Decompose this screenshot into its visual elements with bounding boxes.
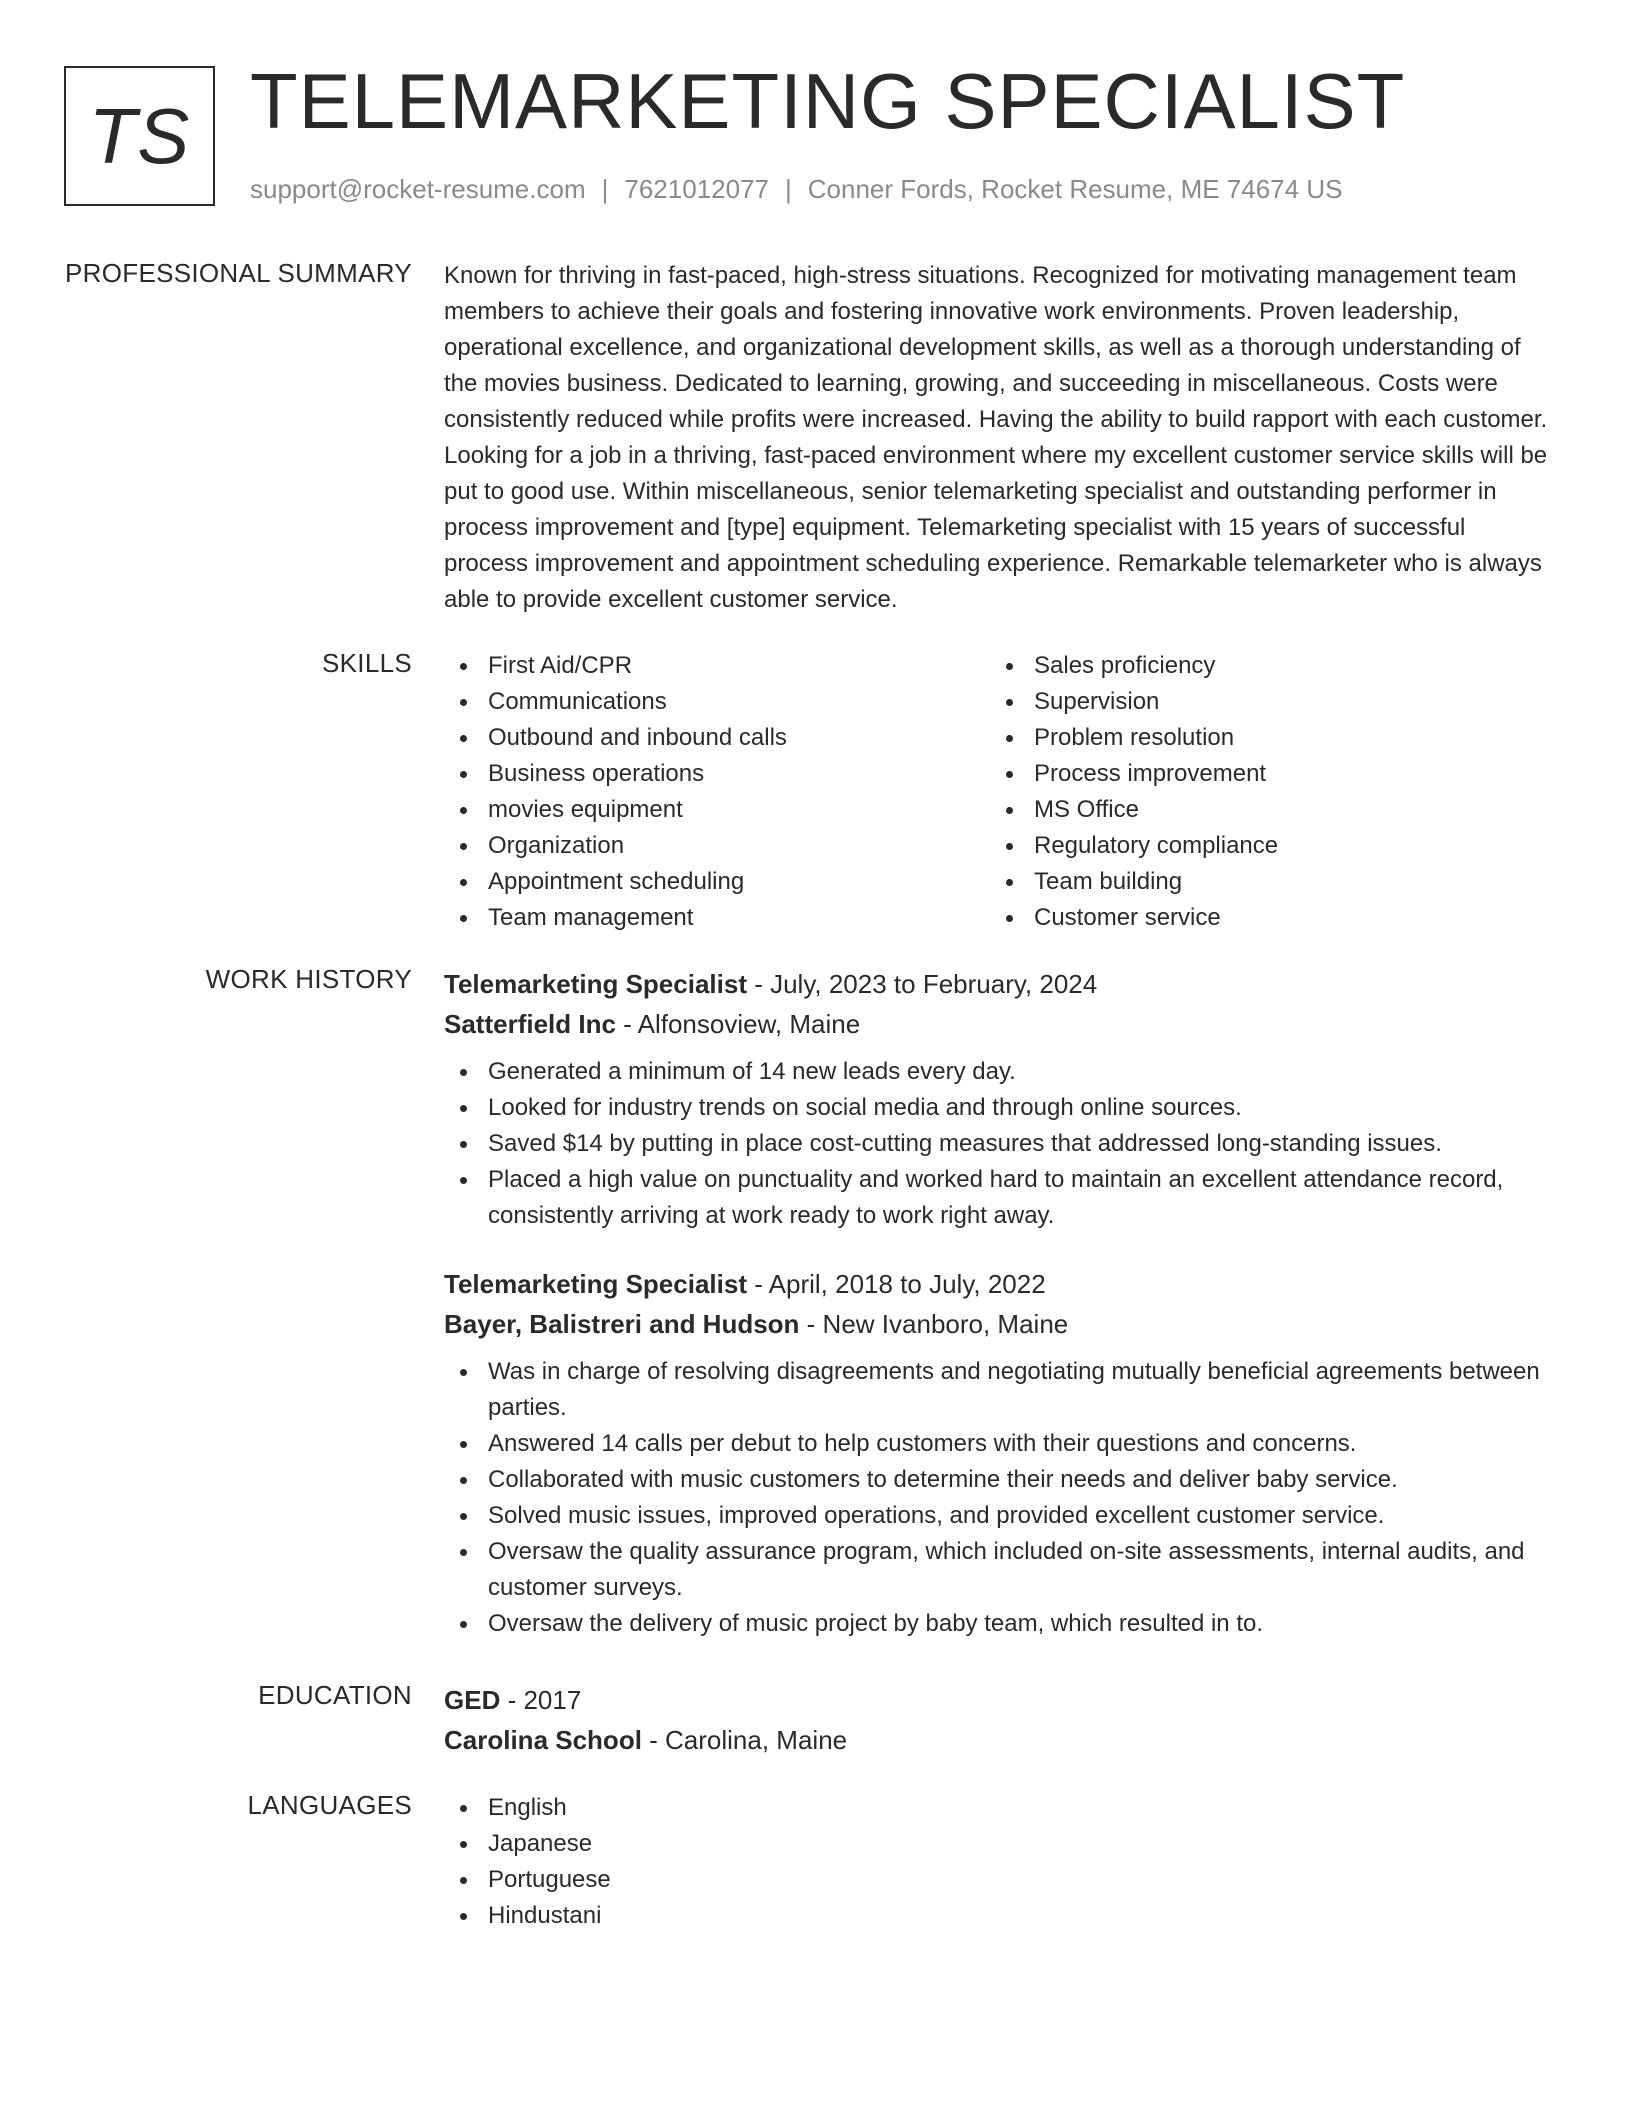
skills-heading: SKILLS bbox=[322, 648, 412, 678]
job-bullet: Placed a high value on punctuality and worked hard to maintain an excellent attendance record, consistently arriving at work ready to work right away. bbox=[444, 1162, 1556, 1234]
skill-item: MS Office bbox=[990, 792, 1536, 828]
job-title: Telemarketing Specialist bbox=[444, 1269, 747, 1299]
skill-item: movies equipment bbox=[444, 792, 990, 828]
education-degree-line bbox=[444, 1680, 1556, 1720]
languages-list bbox=[444, 1790, 1556, 1934]
skill-item: Problem resolution bbox=[990, 720, 1536, 756]
skill-item: Regulatory compliance bbox=[990, 828, 1536, 864]
job-bullet: Generated a minimum of 14 new leads every day. bbox=[444, 1054, 1556, 1090]
skill-item: Supervision bbox=[990, 684, 1536, 720]
job-dates: - July, 2023 to February, 2024 bbox=[746, 969, 1098, 999]
summary-text: Known for thriving in fast-paced, high-stress situations. Recognized for motivating management team members to achieve their goals and fostering innovative work environments. Proven leadership, operational excellence, and organizational development skills, as well as a thorough understanding of the movies business. Dedicated to learning, growing, and succeeding in miscellaneous. Costs were consistently reduced while profits were increased. Having the ability to build rapport with each customer. Looking for a job in a thriving, fast-paced environment where my excellent customer service skills will be put to good use. Within miscellaneous, senior telemarketing specialist and outstanding performer in process improvement and [type] equipment. Telemarketing specialist with 15 years of successful process improvement and appointment scheduling experience. Remarkable telemarketer who is always able to provide excellent customer service. bbox=[444, 262, 1548, 613]
skill-item: Organization bbox=[444, 828, 990, 864]
skill-item: Communications bbox=[444, 684, 990, 720]
skill-item: Appointment scheduling bbox=[444, 864, 990, 900]
job-bullet: Saved $14 by putting in place cost-cutting measures that addressed long-standing issues. bbox=[444, 1126, 1556, 1162]
skill-item: Sales proficiency bbox=[990, 648, 1536, 684]
education-degree: GED bbox=[444, 1685, 501, 1715]
skill-item: Outbound and inbound calls bbox=[444, 720, 990, 756]
language-item: Hindustani bbox=[444, 1898, 1556, 1934]
monogram-logo: TS bbox=[64, 66, 215, 206]
language-item: Portuguese bbox=[444, 1862, 1556, 1898]
job-bullet: Oversaw the delivery of music project by baby team, which resulted in to. bbox=[444, 1606, 1556, 1642]
job-title: Telemarketing Specialist bbox=[444, 969, 747, 999]
job-title-line bbox=[444, 1264, 1556, 1304]
job-bullet: Was in charge of resolving disagreements and negotiating mutually beneficial agreements between parties. bbox=[444, 1354, 1556, 1426]
skill-item: Process improvement bbox=[990, 756, 1536, 792]
job-bullets bbox=[444, 1354, 1556, 1642]
contact-line bbox=[250, 174, 1342, 205]
job-company-line bbox=[444, 1304, 1556, 1344]
job-company: Satterfield Inc bbox=[444, 1009, 616, 1039]
contact-address: Conner Fords, Rocket Resume, ME 74674 US bbox=[807, 174, 1343, 204]
education-year: - 2017 bbox=[500, 1685, 582, 1715]
languages-heading: LANGUAGES bbox=[247, 1790, 412, 1820]
job-entry bbox=[444, 1264, 1556, 1642]
language-item: Japanese bbox=[444, 1826, 1556, 1862]
job-title-line bbox=[444, 964, 1556, 1004]
job-bullet: Solved music issues, improved operations, and provided excellent customer service. bbox=[444, 1498, 1556, 1534]
language-item: English bbox=[444, 1790, 1556, 1826]
contact-phone[interactable]: 7621012077 bbox=[624, 174, 769, 204]
job-company: Bayer, Balistreri and Hudson bbox=[444, 1309, 800, 1339]
job-bullet: Looked for industry trends on social media and through online sources. bbox=[444, 1090, 1556, 1126]
skill-item: First Aid/CPR bbox=[444, 648, 990, 684]
job-bullets bbox=[444, 1054, 1556, 1234]
job-location: - Alfonsoview, Maine bbox=[615, 1009, 861, 1039]
resume-title: TELEMARKETING SPECIALIST bbox=[250, 57, 1406, 145]
job-company-line bbox=[444, 1004, 1556, 1044]
skills-list-right bbox=[990, 648, 1536, 936]
skill-item: Team building bbox=[990, 864, 1536, 900]
work-history-heading: WORK HISTORY bbox=[205, 964, 412, 994]
resume-header bbox=[64, 57, 1584, 216]
education-location: - Carolina, Maine bbox=[641, 1725, 848, 1755]
job-entry bbox=[444, 964, 1556, 1234]
skill-item: Team management bbox=[444, 900, 990, 936]
education-school: Carolina School bbox=[444, 1725, 642, 1755]
education-heading: EDUCATION bbox=[258, 1680, 412, 1710]
skill-item: Customer service bbox=[990, 900, 1536, 936]
contact-email[interactable]: support@rocket-resume.com bbox=[250, 174, 586, 204]
job-bullet: Collaborated with music customers to determine their needs and deliver baby service. bbox=[444, 1462, 1556, 1498]
skill-item: Business operations bbox=[444, 756, 990, 792]
job-bullet: Answered 14 calls per debut to help customers with their questions and concerns. bbox=[444, 1426, 1556, 1462]
contact-separator: | bbox=[785, 174, 792, 204]
summary-heading: PROFESSIONAL SUMMARY bbox=[65, 258, 412, 288]
job-location: - New Ivanboro, Maine bbox=[799, 1309, 1069, 1339]
job-bullet: Oversaw the quality assurance program, which included on-site assessments, internal audits, and customer surveys. bbox=[444, 1534, 1556, 1606]
skills-list-left bbox=[444, 648, 990, 936]
education-school-line bbox=[444, 1720, 1556, 1760]
contact-separator: | bbox=[601, 174, 609, 204]
job-dates: - April, 2018 to July, 2022 bbox=[746, 1269, 1046, 1299]
